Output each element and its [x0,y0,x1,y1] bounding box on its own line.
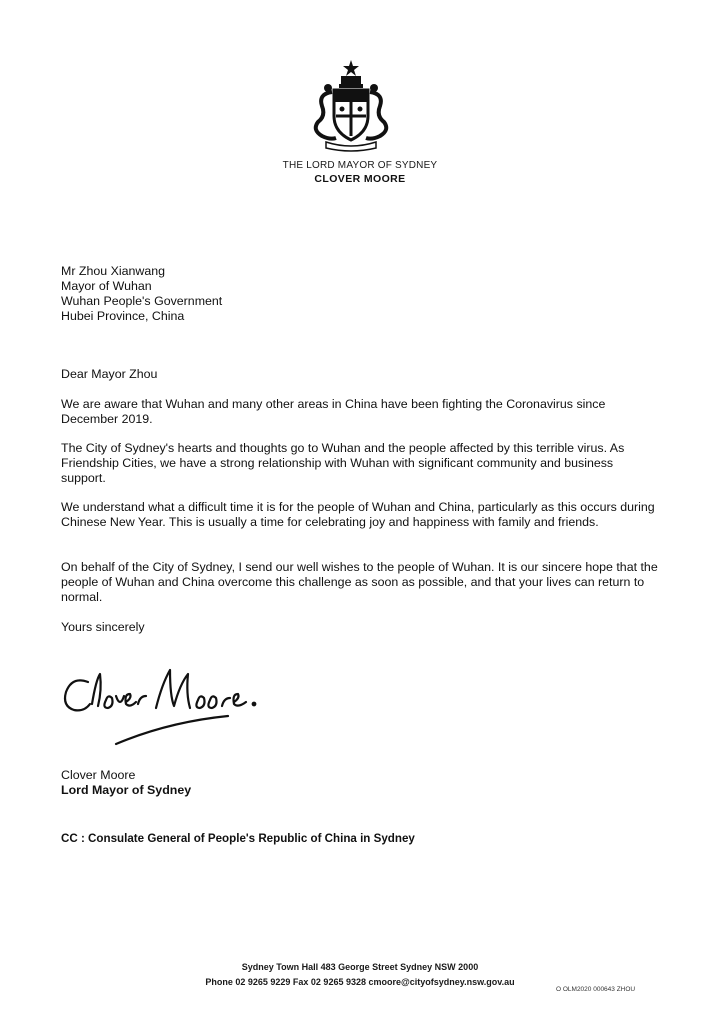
document-reference: O OLM2020 000643 ZHOU [556,986,636,993]
footer-address: Sydney Town Hall 483 George Street Sydney NSW 2000 [241,962,479,972]
paragraph: The City of Sydney's hearts and thoughts go to Wuhan and the people affected by this terrible virus. As Friendship Cities, we have a strong relationship with Wuhan with significant community and business support. [61,441,625,485]
paragraph: We are aware that Wuhan and many other areas in China have been fighting the Coronavirus since December 2019. [61,397,606,426]
paragraph: On behalf of the City of Sydney, I send our well wishes to the people of Wuhan. It is our sincere hope that the people of Wuhan and China overcome this challenge as soon as possible, and that your lives can return to normal. [61,560,658,604]
footer-contact: Phone 02 9265 9229 Fax 02 9265 9328 cmoore@cityofsydney.nsw.gov.au [205,977,515,987]
office-holder-name: CLOVER MOORE [314,173,406,185]
coat-of-arms-icon [308,58,394,154]
closing: Yours sincerely [61,620,145,634]
handwritten-signature [58,660,278,752]
cc-line: CC : Consulate General of People's Republic of China in Sydney [61,832,415,845]
signer-name: Clover Moore [61,768,136,782]
recipient-line: Hubei Province, China [61,309,185,323]
salutation: Dear Mayor Zhou [61,367,158,381]
paragraph: We understand what a difficult time it is for the people of Wuhan and China, particularly as this occurs during Chinese New Year. This is usually a time for celebrating joy and happiness with family and friends. [61,500,655,529]
recipient-line: Mayor of Wuhan [61,279,152,293]
office-title: THE LORD MAYOR OF SYDNEY [282,160,438,171]
recipient-address [61,264,222,324]
recipient-line: Wuhan People's Government [61,294,223,308]
recipient-line: Mr Zhou Xianwang [61,264,165,278]
signer-title: Lord Mayor of Sydney [61,783,192,797]
